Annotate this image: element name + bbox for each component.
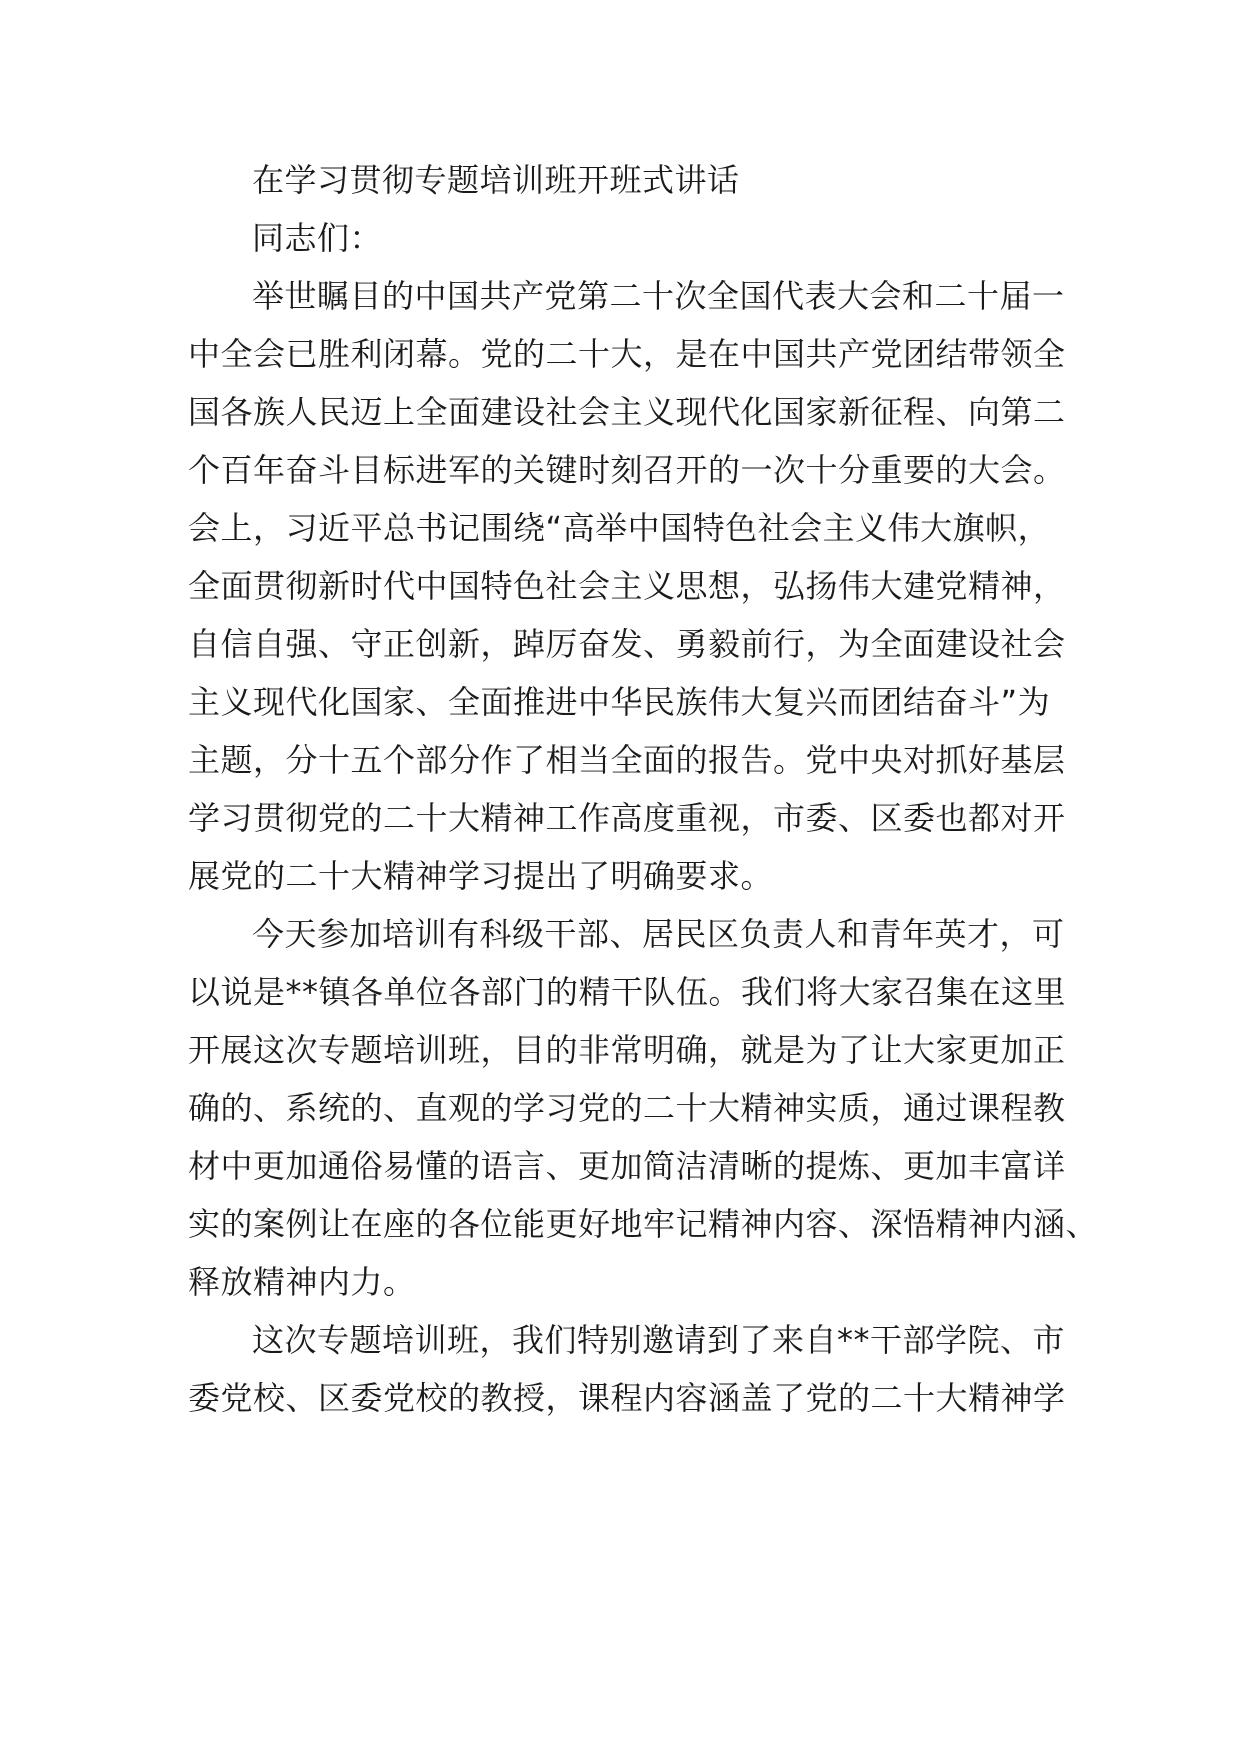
paragraph-line: 展党的二十大精神学习提出了明确要求。: [188, 857, 774, 895]
salutation: 同志们：: [252, 219, 383, 257]
paragraph-line: 举世瞩目的中国共产党第二十次全国代表大会和二十届一: [252, 277, 1065, 315]
paragraph-line: 材中更加通俗易懂的语言、更加简洁清晰的提炼、更加丰富详: [188, 1147, 1066, 1185]
paragraph-line: 主题，分十五个部分作了相当全面的报告。党中央对抓好基层: [188, 741, 1066, 779]
paragraph-line: 开展这次专题培训班，目的非常明确，就是为了让大家更加正: [188, 1031, 1066, 1069]
paragraph-line: 实的案例让在座的各位能更好地牢记精神内容、深悟精神内涵、: [188, 1205, 1099, 1243]
paragraph-line: 主义现代化国家、全面推进中华民族伟大复兴而团结奋斗”为: [188, 683, 1051, 721]
paragraph-line: 国各族人民迈上全面建设社会主义现代化国家新征程、向第二: [188, 393, 1066, 431]
paragraph-line: 个百年奋斗目标进军的关键时刻召开的一次十分重要的大会。: [188, 451, 1066, 489]
paragraph-line: 自信自强、守正创新，踔厉奋发、勇毅前行，为全面建设社会: [188, 625, 1066, 663]
paragraph-line: 会上，习近平总书记围绕“高举中国特色社会主义伟大旗帜，: [188, 509, 1051, 547]
paragraph-line: 释放精神内力。: [188, 1263, 416, 1301]
paragraph-line: 学习贯彻党的二十大精神工作高度重视，市委、区委也都对开: [188, 799, 1066, 837]
paragraph-line: 以说是**镇各单位各部门的精干队伍。我们将大家召集在这里: [188, 973, 1067, 1011]
paragraph-line: 中全会已胜利闭幕。党的二十大，是在中国共产党团结带领全: [188, 335, 1066, 373]
paragraph-line: 全面贯彻新时代中国特色社会主义思想，弘扬伟大建党精神，: [188, 567, 1066, 605]
paragraph-line: 这次专题培训班，我们特别邀请到了来自**干部学院、市: [252, 1321, 1066, 1359]
document-title: 在学习贯彻专题培训班开班式讲话: [252, 161, 740, 199]
paragraph-line: 确的、系统的、直观的学习党的二十大精神实质，通过课程教: [188, 1089, 1066, 1127]
paragraph-line: 今天参加培训有科级干部、居民区负责人和青年英才，可: [252, 915, 1065, 953]
paragraph-line: 委党校、区委党校的教授，课程内容涵盖了党的二十大精神学: [188, 1379, 1066, 1417]
